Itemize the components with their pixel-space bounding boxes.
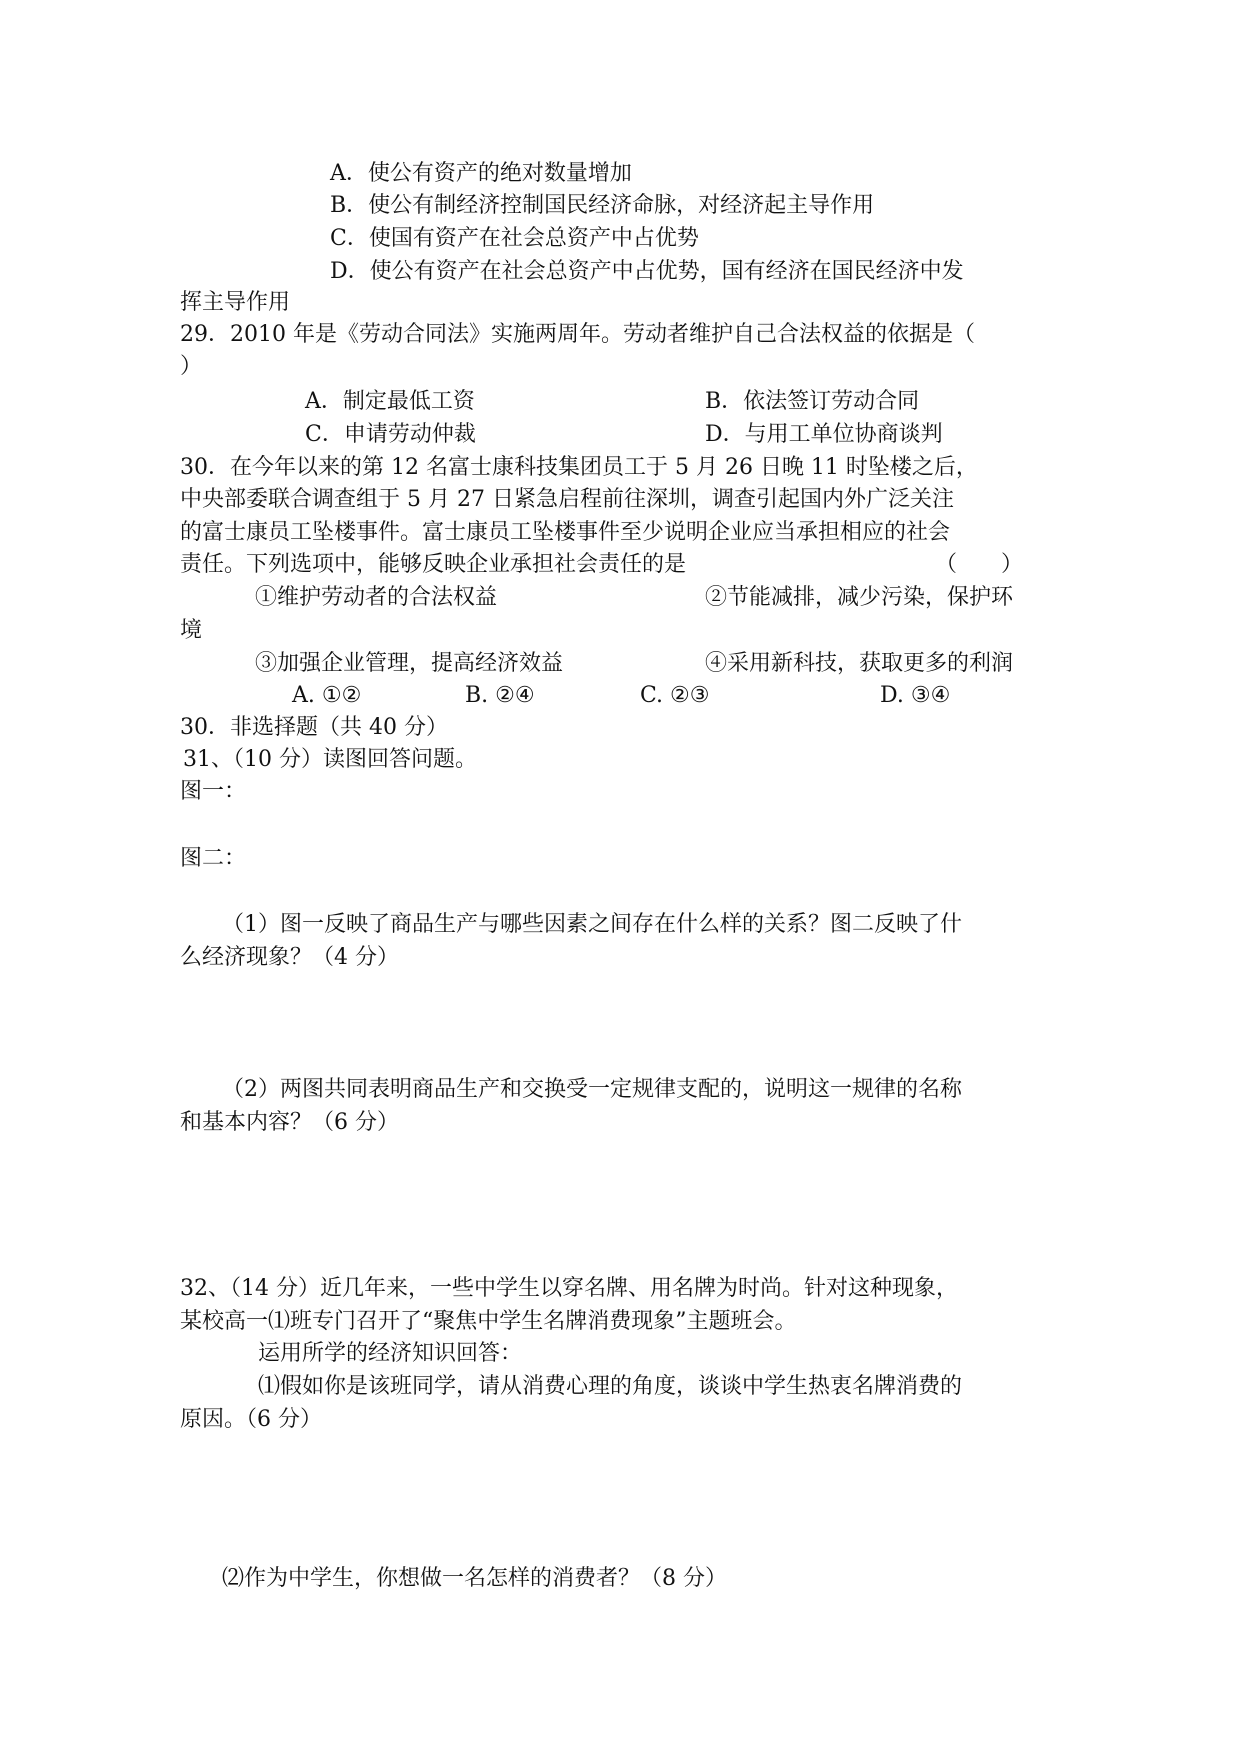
q31-figure-2-label: 图二： [180, 846, 247, 871]
q31-sub-question-1-continued: 么经济现象？（4 分） [180, 945, 399, 970]
q31-figure-1-label: 图一： [180, 779, 247, 804]
q31-sub-question-1: （1）图一反映了商品生产与哪些因素之间存在什么样的关系？图二反映了什 [222, 912, 962, 937]
q31-sub-question-2: （2）两图共同表明商品生产和交换受一定规律支配的，说明这一规律的名称 [222, 1077, 962, 1102]
q30-item-2-continued: 境 [180, 618, 203, 643]
q30-stem-line-2: 中央部委联合调查组于 5 月 27 日紧急启程前往深圳，调查引起国内外广泛关注 [180, 487, 954, 512]
q31-sub-question-2-continued: 和基本内容？（6 分） [180, 1110, 399, 1135]
q30-item-2: ②节能减排，减少污染，保护环 [705, 585, 1014, 610]
q31-stem: 31、（10 分）读图回答问题。 [183, 747, 477, 772]
q28-option-d: D．使公有资产在社会总资产中占优势，国有经济在国民经济中发 [330, 259, 964, 284]
q30-option-d: D. ③④ [880, 683, 951, 708]
q29-option-c: C．申请劳动仲裁 [305, 422, 476, 447]
q28-option-a: A．使公有资产的绝对数量增加 [330, 161, 632, 186]
q32-instruction: 运用所学的经济知识回答： [258, 1341, 523, 1366]
q30-stem-line-4: 责任。下列选项中，能够反映企业承担社会责任的是 [180, 552, 687, 577]
q30-option-c: C. ②③ [640, 683, 710, 708]
q28-option-c: C．使国有资产在社会总资产中占优势 [330, 226, 699, 251]
q30-answer-blank: （ ） [935, 552, 1024, 577]
q32-stem: 32、（14 分）近几年来，一些中学生以穿名牌、用名牌为时尚。针对这种现象， [180, 1276, 958, 1301]
q32-sub-question-1-continued: 原因。（6 分） [180, 1407, 322, 1432]
q29-option-b: B．依法签订劳动合同 [705, 389, 920, 414]
q29-option-d: D．与用工单位协商谈判 [705, 422, 943, 447]
section-heading: 30．非选择题（共 40 分） [180, 715, 448, 740]
q30-item-4: ④采用新科技，获取更多的利润 [705, 651, 1014, 676]
q30-item-1: ①维护劳动者的合法权益 [255, 585, 498, 610]
q28-option-d-continued: 挥主导作用 [180, 290, 291, 315]
q30-item-3: ③加强企业管理，提高经济效益 [255, 651, 564, 676]
q32-stem-continued: 某校高一⑴班专门召开了“聚焦中学生名牌消费现象”主题班会。 [180, 1309, 797, 1334]
q32-sub-question-1: ⑴假如你是该班同学，请从消费心理的角度，谈谈中学生热衷名牌消费的 [258, 1374, 963, 1399]
q30-option-b: B. ②④ [465, 683, 535, 708]
q28-option-b: B．使公有制经济控制国民经济命脉，对经济起主导作用 [330, 193, 875, 218]
q29-stem: 29．2010 年是《劳动合同法》实施两周年。劳动者维护自己合法权益的依据是（ [180, 322, 975, 347]
q29-stem-continued: ） [180, 354, 203, 379]
q30-option-a: A. ①② [292, 683, 362, 708]
q30-stem-line-3: 的富士康员工坠楼事件。富士康员工坠楼事件至少说明企业应当承担相应的社会 [180, 520, 951, 545]
q29-option-a: A．制定最低工资 [305, 389, 475, 414]
q32-sub-question-2: ⑵作为中学生，你想做一名怎样的消费者？（8 分） [222, 1566, 727, 1591]
q30-stem-line-1: 30．在今年以来的第 12 名富士康科技集团员工于 5 月 26 日晚 11 时坠楼之后， [180, 455, 978, 480]
